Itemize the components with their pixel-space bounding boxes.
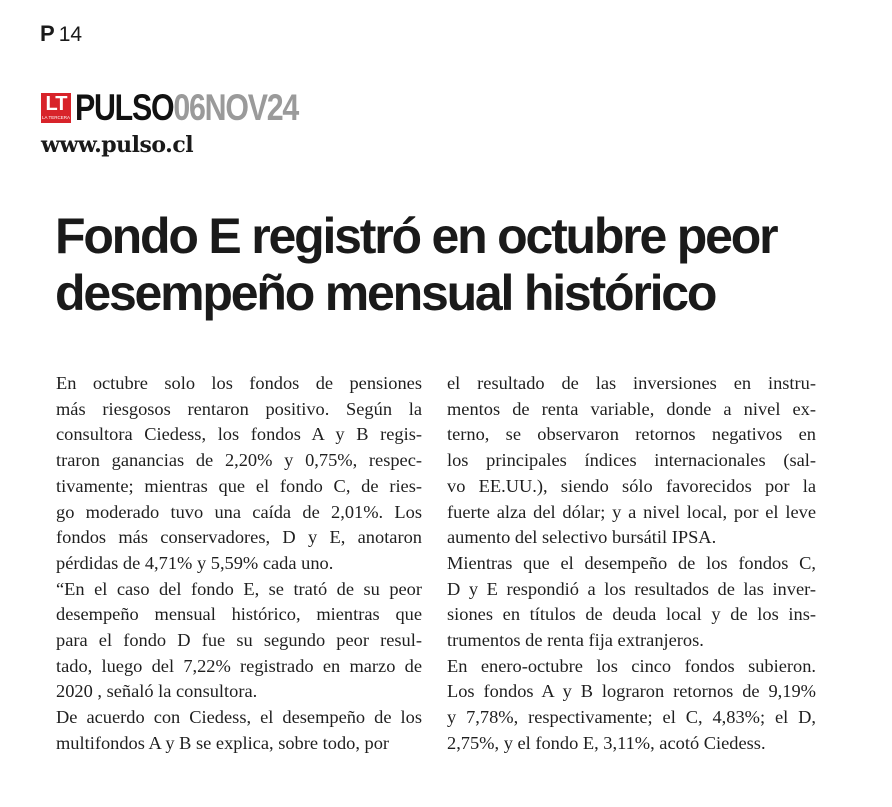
- article-text-line: pérdidas de 4,71% y 5,59% cada uno.: [56, 552, 334, 573]
- masthead: [41, 87, 347, 129]
- article-text-line: “En el caso del fondo E, se trató de su peor: [56, 578, 422, 599]
- article-text-line: el resultado de las inversiones en instru-: [447, 373, 816, 393]
- article-text-line: De acuerdo con Ciedess, el desempeño de los: [56, 707, 422, 728]
- article-text-line: tivamente; mientras que el fondo C, de ries-: [56, 475, 422, 496]
- article-text-line: siones en títulos de deuda local y de los ins-: [447, 604, 816, 625]
- article-text-line: go moderado tuvo una caída de 2,01%. Los: [56, 501, 422, 522]
- article-column-left: [56, 371, 422, 757]
- article-text-line: multifondos A y B se explica, sobre todo, por: [56, 732, 390, 753]
- article-text-line: terno, se observaron retornos negativos en: [447, 424, 816, 445]
- article-text-line: 2,75%, y el fondo E, 3,11%, acotó Ciedess.: [447, 732, 766, 753]
- article-text-line: fondos más conservadores, D y E, anotaron: [56, 527, 422, 548]
- headline-line: desempeño mensual histórico: [55, 265, 716, 321]
- logo-subtext: LA TERCERA: [42, 115, 70, 120]
- article-text-line: desempeño mensual histórico, mientras que: [56, 604, 422, 625]
- page-number-value: 14: [58, 23, 83, 46]
- article-text-line: y 7,78%, respectivamente; el C, 4,83%; el D,: [447, 707, 816, 728]
- headline-line: Fondo E registró en octubre peor: [55, 208, 777, 264]
- website-url: www.pulso.cl: [41, 132, 194, 158]
- brand-name: PULSO: [75, 87, 174, 128]
- article-text-line: fuerte alza del dólar; y a nivel local, por el leve: [447, 501, 816, 522]
- article-column-right: [447, 371, 816, 757]
- article-text-line: En octubre solo los fondos de pensiones: [56, 373, 422, 393]
- brand-wordmark: [75, 87, 298, 129]
- article-text-line: 2020 , señaló la consultora.: [56, 681, 258, 702]
- article-text-line: D y E respondió a los resultados de las inver-: [447, 578, 816, 599]
- logo-text: LT: [45, 93, 67, 115]
- article-text-line: consultora Ciedess, los fondos A y B regis-: [56, 424, 422, 445]
- article-text-line: mentos de renta variable, donde a nivel ex-: [447, 398, 816, 419]
- la-tercera-logo: [41, 93, 71, 123]
- article-text-line: más riesgosos rentaron positivo. Según la: [56, 398, 422, 419]
- issue-date: 06NOV24: [173, 87, 299, 128]
- article-text-line: trumentos de renta fija extranjeros.: [447, 630, 704, 651]
- article-text-line: aumento del selectivo bursátil IPSA.: [447, 527, 717, 548]
- article-text-line: los principales índices internacionales (sal-: [447, 450, 816, 471]
- article-text-line: para el fondo D fue su segundo peor resul-: [56, 630, 422, 651]
- article-headline: [55, 208, 855, 322]
- article-text-line: En enero-octubre los cinco fondos subieron.: [447, 655, 816, 676]
- page-number: [40, 21, 82, 47]
- page-letter: P: [40, 21, 55, 46]
- article-text-line: traron ganancias de 2,20% y 0,75%, respec-: [56, 450, 422, 471]
- article-text-line: Mientras que el desempeño de los fondos C,: [447, 552, 816, 573]
- article-text-line: vo EE.UU.), siendo sólo favorecidos por la: [447, 475, 816, 496]
- article-text-line: Los fondos A y B lograron retornos de 9,19%: [447, 681, 816, 702]
- article-text-line: tado, luego del 7,22% registrado en marzo de: [56, 655, 422, 676]
